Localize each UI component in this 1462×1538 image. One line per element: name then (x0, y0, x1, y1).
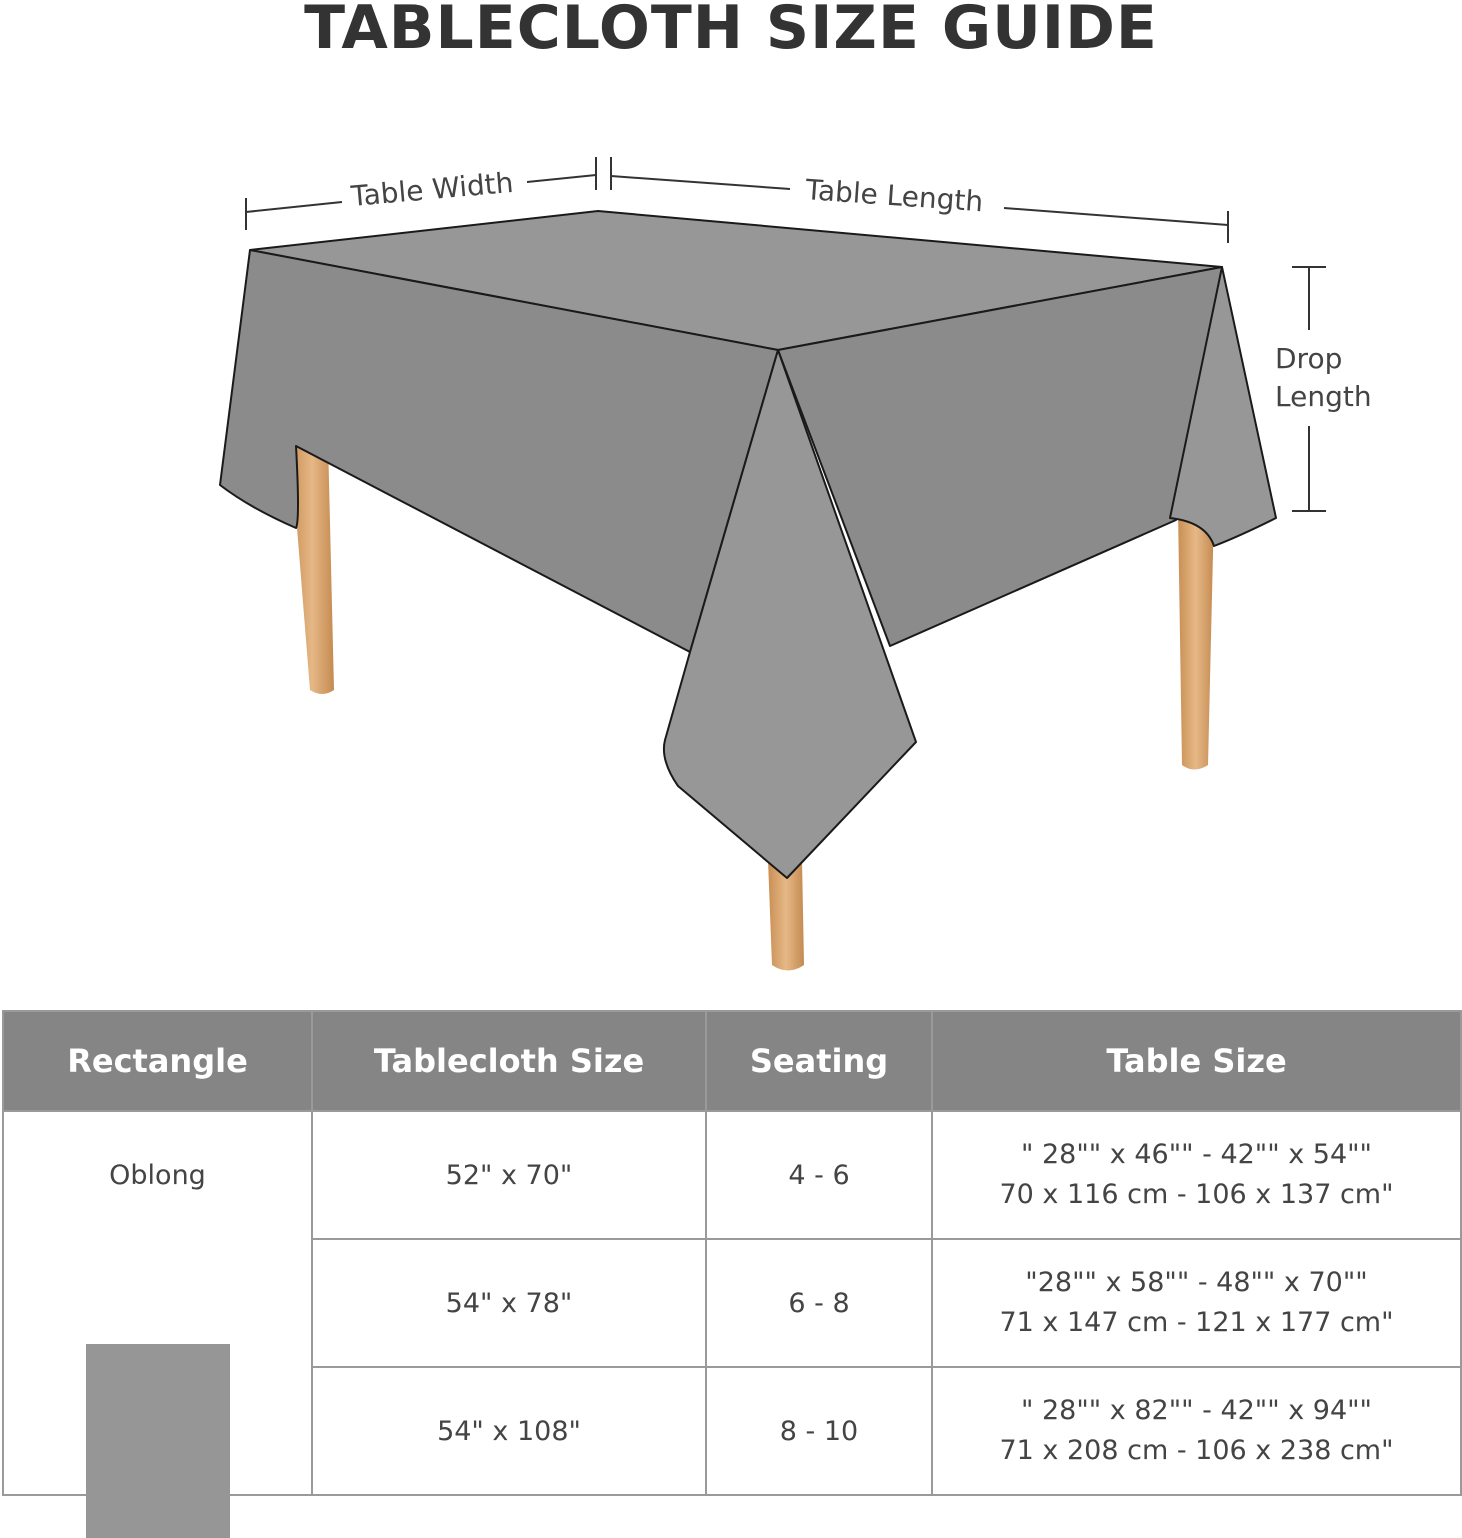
seating-cell: 8 - 10 (706, 1367, 932, 1495)
table-size-inches: " 28"" x 46"" - 42"" x 54"" (1021, 1139, 1372, 1170)
seating-cell: 6 - 8 (706, 1239, 932, 1367)
table-size-cm: 70 x 116 cm - 106 x 137 cm" (999, 1179, 1394, 1210)
table-width-label: Table Width (349, 165, 515, 213)
table-size-inches: " 28"" x 82"" - 42"" x 94"" (1021, 1395, 1372, 1426)
tablecloth-size-cell: 54" x 108" (312, 1367, 706, 1495)
table-row (3, 1111, 1461, 1239)
header-seating: Seating (706, 1011, 932, 1111)
seating-cell: 4 - 6 (706, 1111, 932, 1239)
drop-length-label-line1: Drop (1275, 342, 1343, 375)
oblong-swatch (86, 1344, 230, 1538)
table-size-cell (932, 1239, 1461, 1367)
table-size-cm: 71 x 147 cm - 121 x 177 cm" (999, 1307, 1394, 1338)
table-size-cell (932, 1367, 1461, 1495)
tablecloth-size-cell: 54" x 78" (312, 1239, 706, 1367)
table-size-cm: 71 x 208 cm - 106 x 238 cm" (999, 1435, 1394, 1466)
table-length-label: Table Length (804, 173, 985, 219)
shape-type-cell (3, 1111, 312, 1495)
header-table-size: Table Size (932, 1011, 1461, 1111)
drop-length-label-line2: Length (1275, 380, 1372, 413)
page-title: TABLECLOTH SIZE GUIDE (304, 0, 1158, 63)
size-guide-table (2, 1010, 1462, 1496)
tablecloth-size-cell: 52" x 70" (312, 1111, 706, 1239)
table-size-cell (932, 1111, 1461, 1239)
table-size-inches: "28"" x 58"" - 48"" x 70"" (1025, 1267, 1368, 1298)
shape-type-label: Oblong (109, 1160, 206, 1191)
table-header-row (3, 1011, 1461, 1111)
tablecloth-shape (220, 211, 1276, 878)
header-tablecloth-size: Tablecloth Size (312, 1011, 706, 1111)
header-rectangle: Rectangle (3, 1011, 312, 1111)
